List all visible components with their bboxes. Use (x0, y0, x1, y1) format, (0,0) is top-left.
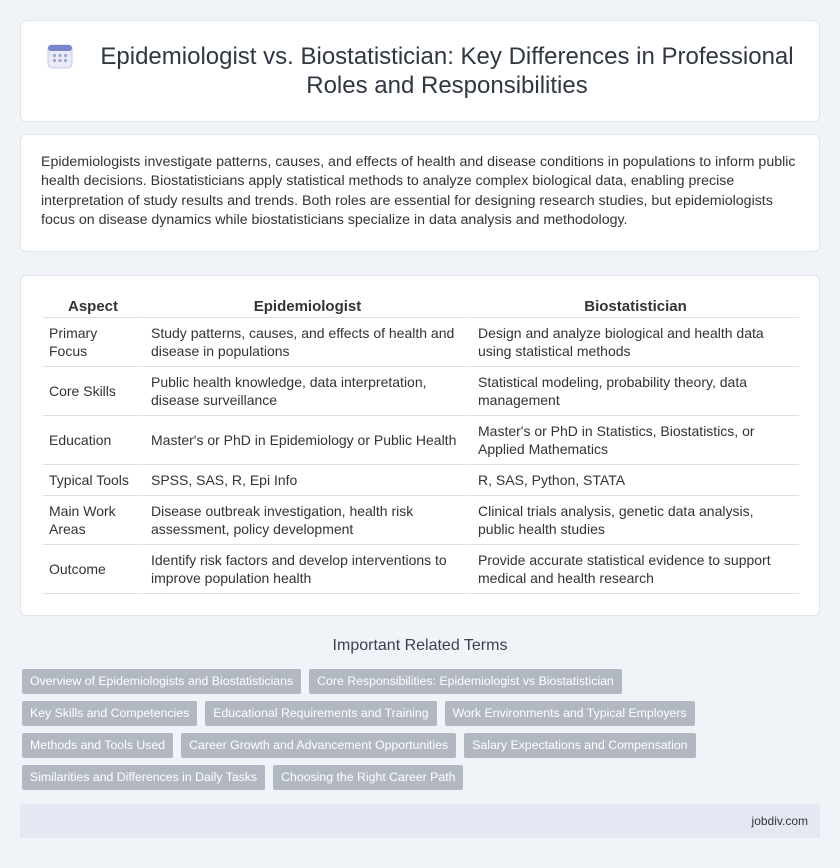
row-epidemiologist: Identify risk factors and develop interventions to improve population health (143, 545, 470, 594)
intro-card (20, 134, 820, 252)
row-epidemiologist: Master's or PhD in Epidemiology or Public Health (143, 416, 470, 465)
row-aspect: Typical Tools (43, 465, 143, 496)
table-header-row (43, 294, 799, 318)
row-biostatistician: Design and analyze biological and health data using statistical methods (470, 318, 799, 367)
footer-site-link[interactable]: jobdiv.com (751, 814, 808, 828)
row-aspect: Education (43, 416, 143, 465)
row-biostatistician: Master's or PhD in Statistics, Biostatistics, or Applied Mathematics (470, 416, 799, 465)
title-wrap (45, 42, 795, 100)
row-epidemiologist: Public health knowledge, data interpretation, disease surveillance (143, 367, 470, 416)
page-title: Epidemiologist vs. Biostatistician: Key Differences in Professional Roles and Responsibilities (100, 43, 794, 99)
row-aspect: Core Skills (43, 367, 143, 416)
related-term-tag[interactable]: Overview of Epidemiologists and Biostatisticians (22, 669, 301, 694)
table-row (43, 465, 799, 496)
table-row (43, 318, 799, 367)
related-term-tag[interactable]: Similarities and Differences in Daily Tasks (22, 765, 265, 790)
comparison-table (43, 294, 799, 594)
related-term-tag[interactable]: Key Skills and Competencies (22, 701, 197, 726)
related-term-tag[interactable]: Career Growth and Advancement Opportunities (181, 733, 456, 758)
title-card (20, 20, 820, 122)
row-aspect: Outcome (43, 545, 143, 594)
footer (20, 804, 820, 838)
related-term-tag[interactable]: Salary Expectations and Compensation (464, 733, 695, 758)
row-biostatistician: Statistical modeling, probability theory, data management (470, 367, 799, 416)
calendar-icon (45, 41, 75, 71)
related-term-tag[interactable]: Choosing the Right Career Path (273, 765, 463, 790)
row-aspect: Primary Focus (43, 318, 143, 367)
related-term-tag[interactable]: Educational Requirements and Training (205, 701, 436, 726)
row-biostatistician: R, SAS, Python, STATA (470, 465, 799, 496)
comparison-table-card (20, 275, 820, 616)
related-term-tag[interactable]: Methods and Tools Used (22, 733, 173, 758)
table-row (43, 416, 799, 465)
related-terms-tags (22, 669, 812, 797)
table-row (43, 367, 799, 416)
intro-text: Epidemiologists investigate patterns, causes, and effects of health and disease conditions in populations to inform public health decisions. Biostatisticians apply statistical methods to analyze complex biological data, enabling precise interpretation of study results and trends. Both roles are essential for designing research studies, but epidemiologists focus on disease dynamics while biostatisticians specialize in data analysis and methodology. (41, 154, 796, 228)
row-aspect: Main Work Areas (43, 496, 143, 545)
table-row (43, 545, 799, 594)
row-biostatistician: Provide accurate statistical evidence to support medical and health research (470, 545, 799, 594)
header-biostatistician: Biostatistician (470, 294, 799, 318)
row-biostatistician: Clinical trials analysis, genetic data analysis, public health studies (470, 496, 799, 545)
related-terms-heading: Important Related Terms (332, 637, 508, 654)
row-epidemiologist: SPSS, SAS, R, Epi Info (143, 465, 470, 496)
header-aspect: Aspect (43, 294, 143, 318)
row-epidemiologist: Disease outbreak investigation, health risk assessment, policy development (143, 496, 470, 545)
row-epidemiologist: Study patterns, causes, and effects of health and disease in populations (143, 318, 470, 367)
related-term-tag[interactable]: Work Environments and Typical Employers (445, 701, 695, 726)
table-row (43, 496, 799, 545)
related-term-tag[interactable]: Core Responsibilities: Epidemiologist vs Biostatistician (309, 669, 622, 694)
header-epidemiologist: Epidemiologist (143, 294, 470, 318)
